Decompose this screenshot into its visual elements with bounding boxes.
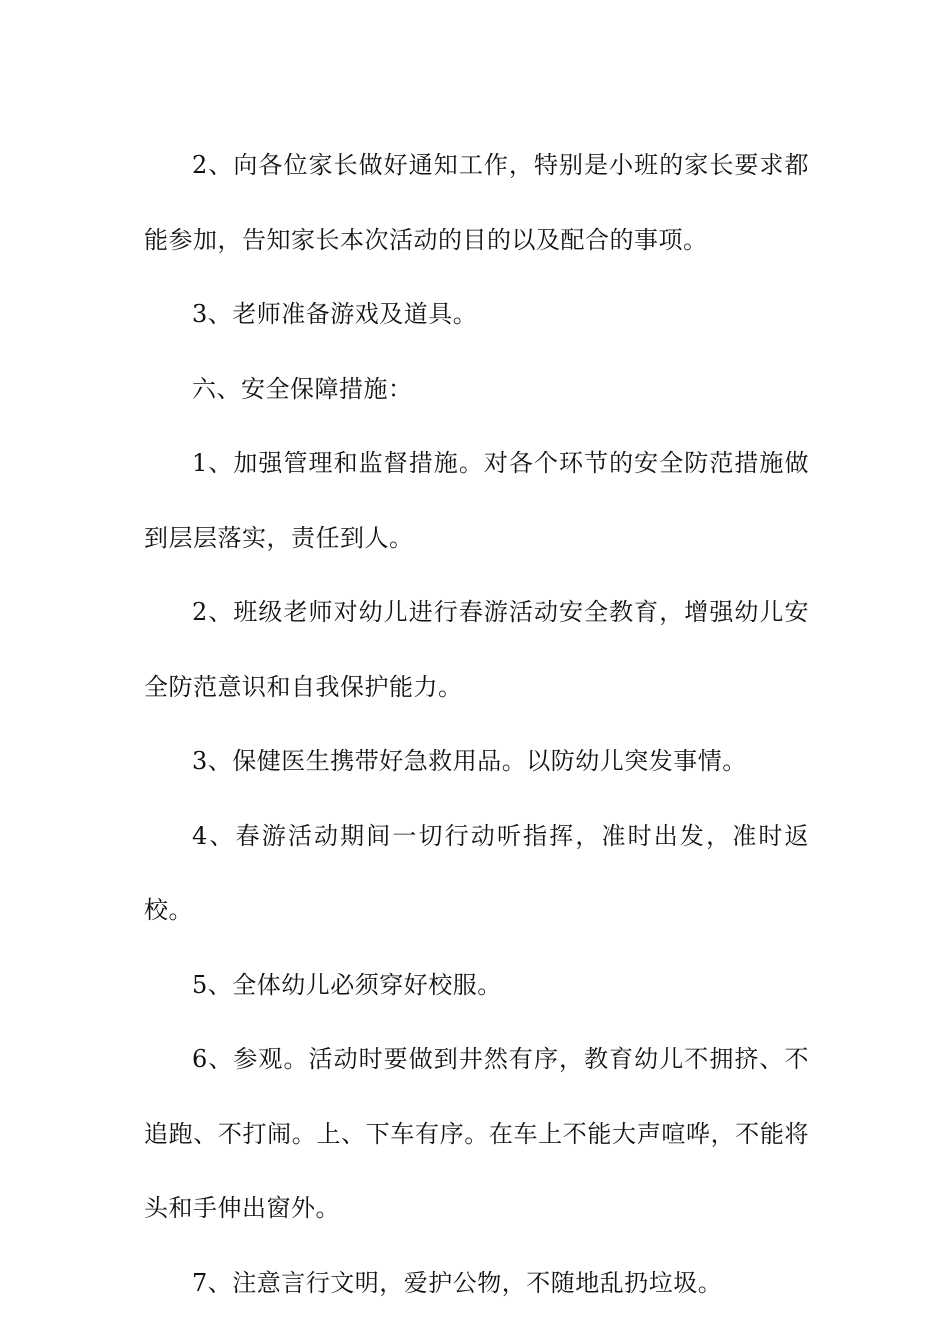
paragraph-visit-order: 6、参观。活动时要做到井然有序，教育幼儿不拥挤、不追跑、不打闹。上、下车有序。在车上不能大声喧哗，不能将头和手伸出窗外。 (144, 1045, 809, 1222)
paragraph-management: 1、加强管理和监督措施。对各个环节的安全防范措施做到层层落实，责任到人。 (144, 449, 809, 552)
paragraph-notify-parents: 2、向各位家长做好通知工作，特别是小班的家长要求都能参加，告知家长本次活动的目的以及配合的事项。 (144, 151, 809, 254)
document-body (144, 128, 809, 1320)
paragraph-follow-command: 4、春游活动期间一切行动听指挥，准时出发，准时返校。 (144, 821, 809, 924)
paragraph-civility: 7、注意言行文明，爱护公物，不随地乱扔垃圾。 (192, 1268, 723, 1297)
section-heading-safety: 六、安全保障措施： (192, 374, 413, 403)
paragraph-first-aid: 3、保健医生携带好急救用品。以防幼儿突发事情。 (192, 747, 747, 775)
paragraph-uniform: 5、全体幼儿必须穿好校服。 (192, 970, 502, 999)
paragraph-safety-education: 2、班级老师对幼儿进行春游活动安全教育，增强幼儿安全防范意识和自我保护能力。 (144, 598, 809, 701)
paragraph-teacher-prepare: 3、老师准备游戏及道具。 (192, 300, 478, 328)
